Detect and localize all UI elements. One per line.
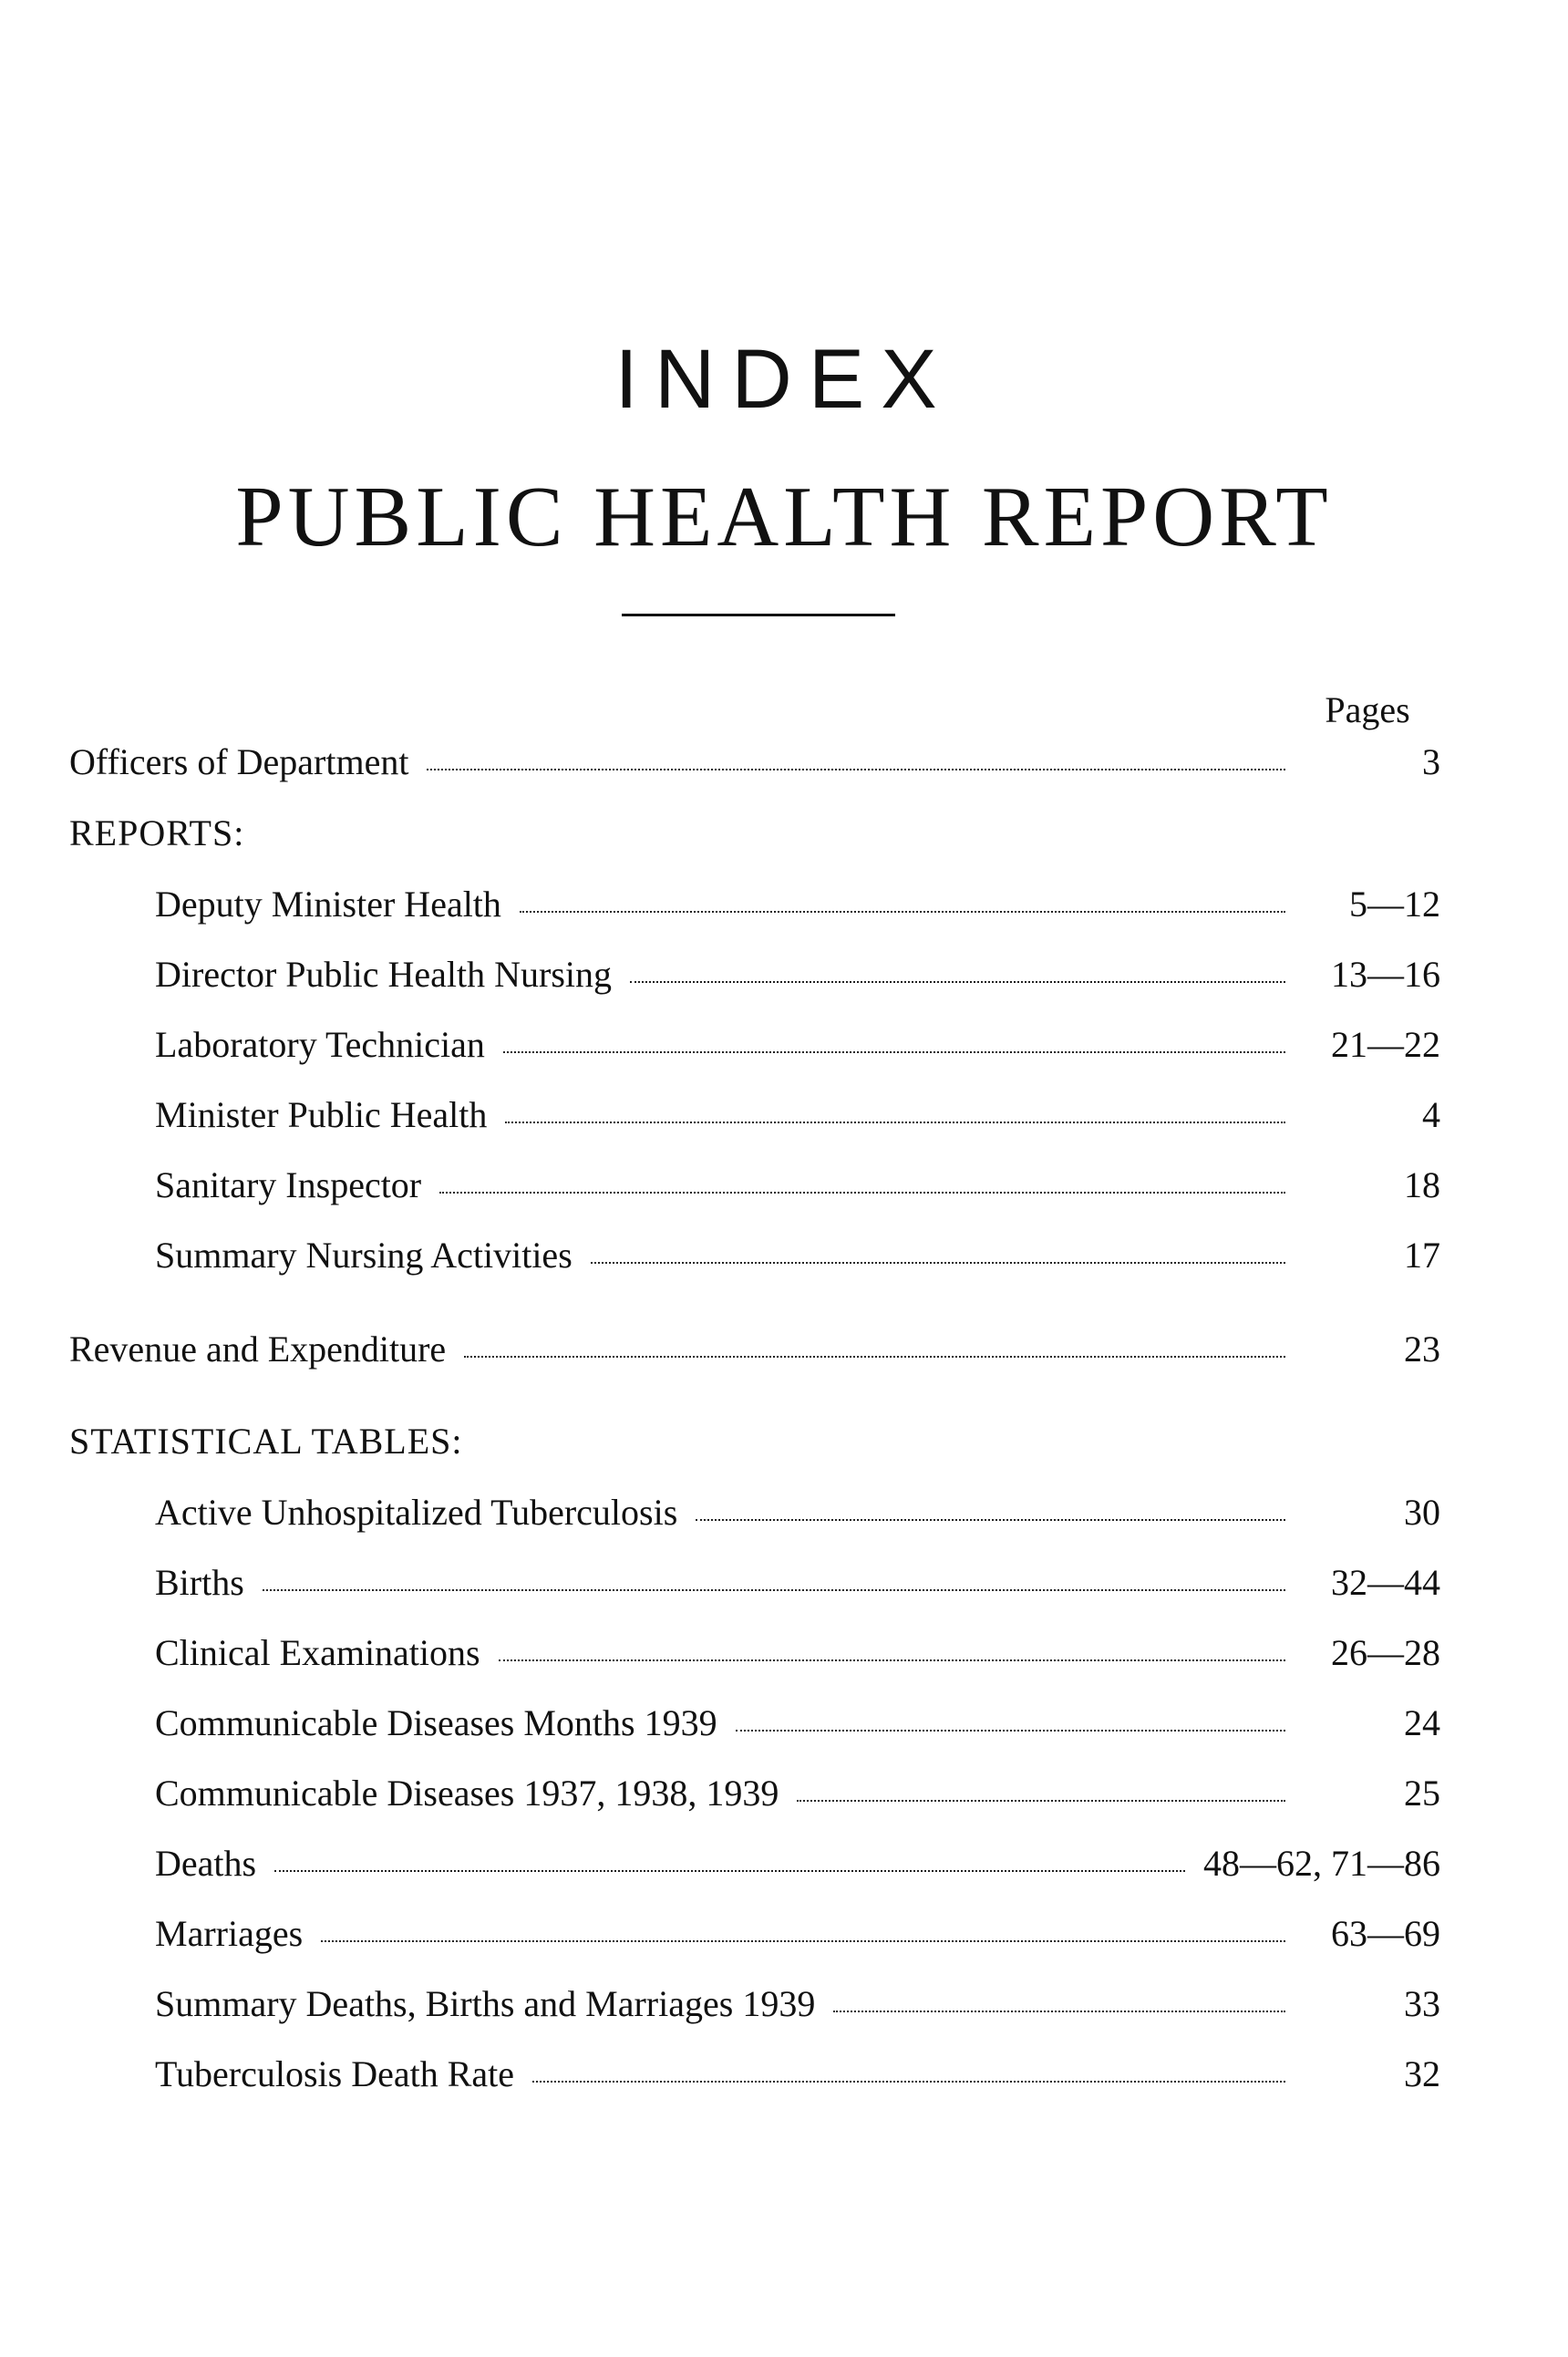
index-entry-sanitary-inspector <box>155 1163 1440 1207</box>
entry-label: Tuberculosis Death Rate <box>155 2053 515 2094</box>
index-entry-summary-nursing-activities <box>155 1234 1440 1277</box>
dot-leader <box>274 1870 1185 1872</box>
index-entry-communicable-diseases-months <box>155 1701 1440 1745</box>
dot-leader <box>464 1356 1285 1358</box>
report-title: PUBLIC HEALTH REPORT <box>235 470 1333 564</box>
index-title: INDEX <box>614 333 954 426</box>
entry-label: Deaths <box>155 1843 257 1884</box>
entry-label: Active Unhospitalized Tuberculosis <box>155 1492 678 1533</box>
entry-pages: 4 <box>1422 1094 1440 1135</box>
index-entry-laboratory-technician <box>155 1023 1440 1067</box>
entry-label: Clinical Examinations <box>155 1632 480 1673</box>
entry-pages: 23 <box>1404 1328 1440 1370</box>
index-entry-minister-public-health <box>155 1093 1440 1137</box>
entry-pages: 32 <box>1404 2053 1440 2094</box>
dot-leader <box>532 2081 1285 2083</box>
dot-leader <box>797 1800 1285 1802</box>
section-heading-reports: REPORTS: <box>69 812 245 853</box>
index-entry-clinical-examinations <box>155 1631 1440 1675</box>
entry-label: Laboratory Technician <box>155 1024 485 1065</box>
dot-leader <box>439 1192 1285 1194</box>
dot-leader <box>499 1659 1285 1661</box>
index-entry-births <box>155 1561 1440 1605</box>
dot-leader <box>591 1262 1285 1264</box>
pages-column-header: Pages <box>1325 689 1410 730</box>
entry-label: Communicable Diseases Months 1939 <box>155 1702 717 1743</box>
entry-label: Officers of Department <box>69 741 409 782</box>
entry-label: Director Public Health Nursing <box>155 954 612 995</box>
index-entry-deputy-minister-health <box>155 883 1440 926</box>
dot-leader <box>736 1730 1285 1732</box>
entry-label: Summary Nursing Activities <box>155 1235 573 1276</box>
entry-label: Marriages <box>155 1913 304 1954</box>
entry-pages: 25 <box>1404 1773 1440 1814</box>
entry-label: Communicable Diseases 1937, 1938, 1939 <box>155 1773 779 1814</box>
index-entry-tuberculosis-death-rate <box>155 2052 1440 2096</box>
index-entry-officers-of-department <box>69 740 1440 784</box>
dot-leader <box>833 2011 1285 2012</box>
entry-pages: 5—12 <box>1349 884 1440 925</box>
index-entry-communicable-diseases-years <box>155 1772 1440 1815</box>
entry-label: Deputy Minister Health <box>155 884 501 925</box>
entry-pages: 30 <box>1404 1492 1440 1533</box>
index-entry-director-public-health-nursing <box>155 953 1440 997</box>
entry-pages: 26—28 <box>1331 1632 1440 1673</box>
dot-leader <box>630 981 1285 983</box>
entry-pages: 48—62, 71—86 <box>1203 1843 1440 1884</box>
entry-label: Revenue and Expenditure <box>69 1328 447 1370</box>
index-entry-revenue-and-expenditure <box>69 1328 1440 1371</box>
entry-label: Minister Public Health <box>155 1094 488 1135</box>
section-heading-statistical-tables: STATISTICAL TABLES: <box>69 1421 463 1462</box>
entry-pages: 18 <box>1404 1164 1440 1205</box>
dot-leader <box>321 1940 1285 1942</box>
entry-pages: 32—44 <box>1331 1562 1440 1603</box>
dot-leader <box>520 911 1285 913</box>
index-entry-summary-deaths-births-marriages <box>155 1982 1440 2026</box>
entry-pages: 24 <box>1404 1702 1440 1743</box>
entry-label: Births <box>155 1562 244 1603</box>
entry-label: Sanitary Inspector <box>155 1164 422 1205</box>
entry-pages: 13—16 <box>1331 954 1440 995</box>
entry-pages: 17 <box>1404 1235 1440 1276</box>
dot-leader <box>263 1589 1285 1591</box>
entry-pages: 3 <box>1422 741 1440 782</box>
entry-pages: 21—22 <box>1331 1024 1440 1065</box>
dot-leader <box>505 1122 1285 1123</box>
dot-leader <box>696 1519 1285 1521</box>
entry-pages: 33 <box>1404 1983 1440 2024</box>
title-divider <box>622 614 895 616</box>
index-entry-active-unhospitalized-tuberculosis <box>155 1491 1440 1535</box>
entry-pages: 63—69 <box>1331 1913 1440 1954</box>
dot-leader <box>427 769 1285 770</box>
index-entry-deaths <box>155 1842 1440 1886</box>
index-entry-marriages <box>155 1912 1440 1956</box>
dot-leader <box>503 1051 1285 1053</box>
entry-label: Summary Deaths, Births and Marriages 1939 <box>155 1983 816 2024</box>
